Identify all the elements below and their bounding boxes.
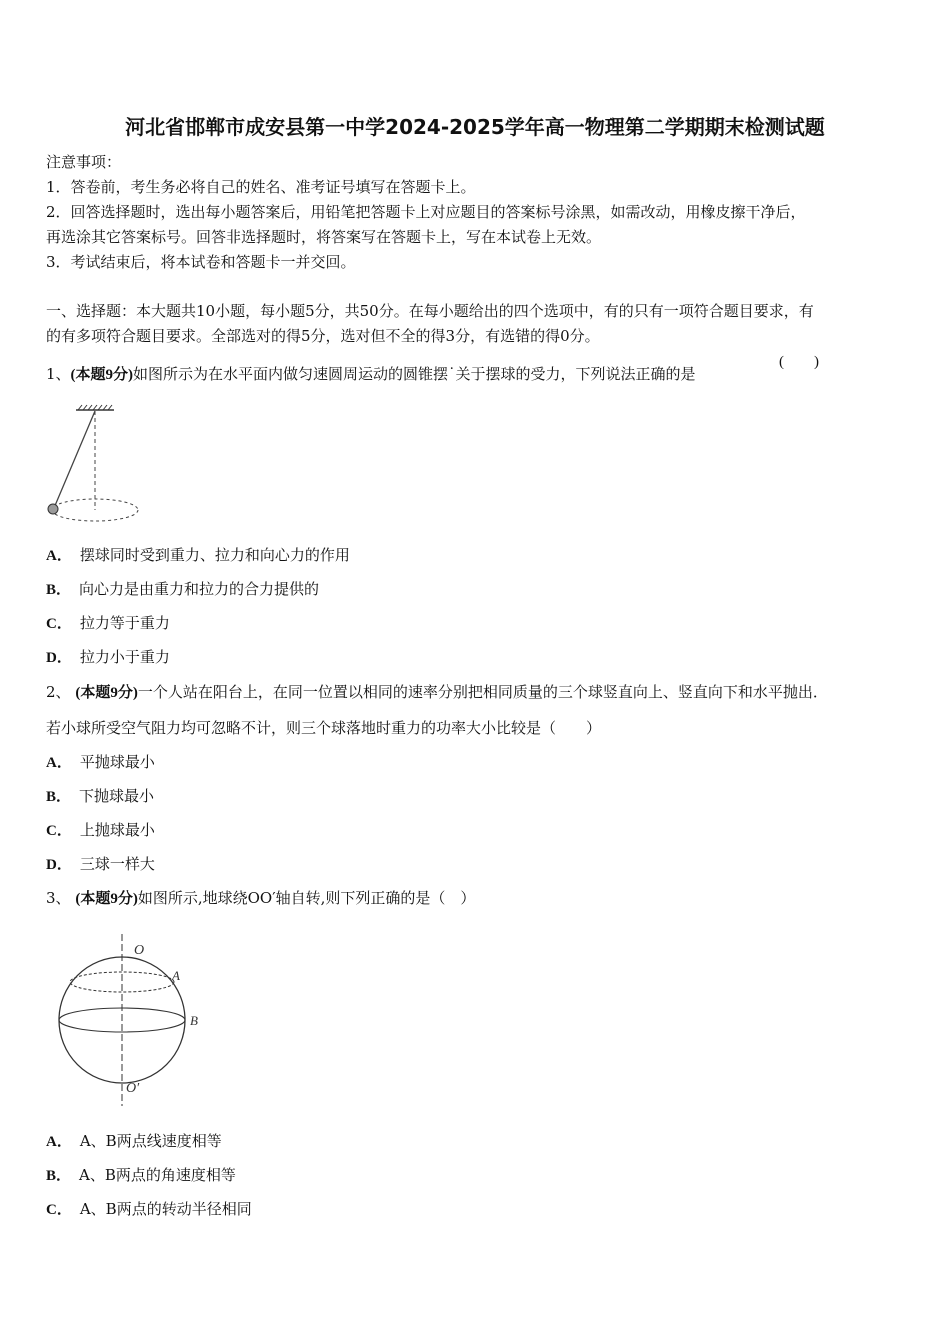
option-text: 拉力等于重力 <box>79 614 170 632</box>
question-number: 3、 <box>46 889 71 907</box>
label-b: B <box>190 1013 198 1028</box>
option-text: 上抛球最小 <box>79 821 155 839</box>
option-letter: A． <box>46 755 72 771</box>
notice-heading: 注意事项： <box>46 153 122 171</box>
question-score: (本题9分) <box>70 367 134 383</box>
label-o: O <box>134 943 145 958</box>
option-letter: A． <box>46 1134 72 1150</box>
notice-item: 3．考试结束后，将本试卷和答题卡一并交回。 <box>46 253 356 271</box>
option-letter: D． <box>46 857 72 873</box>
label-o-prime: O′ <box>126 1081 140 1096</box>
option-text: 平抛球最小 <box>79 753 155 771</box>
label-a: A <box>172 968 180 983</box>
option-b <box>46 786 154 807</box>
option-text: A、B两点线速度相等 <box>79 1132 222 1150</box>
option-letter: A． <box>46 548 72 564</box>
question-score: (本题9分) <box>75 685 138 701</box>
option-letter: C． <box>46 1202 72 1218</box>
option-c <box>46 820 155 841</box>
option-text: 三球一样大 <box>79 855 155 873</box>
question-3-stem <box>46 888 475 909</box>
earth-rotation-figure <box>50 930 220 1110</box>
option-text: 摆球同时受到重力、拉力和向心力的作用 <box>79 546 350 564</box>
option-d <box>46 854 155 875</box>
question-score: (本题9分) <box>75 891 138 907</box>
option-letter: B． <box>46 1168 72 1184</box>
option-text: A、B两点的角速度相等 <box>79 1166 236 1184</box>
section-instructions: 一、选择题：本大题共10小题，每小题5分，共50分。在每小题给出的四个选项中，有的只有一项符合题目要求，有 <box>46 302 814 320</box>
option-a <box>46 752 155 773</box>
option-c <box>46 613 170 634</box>
question-text: 如图所示为在水平面内做匀速圆周运动的圆锥摆˙关于摆球的受力，下列说法正确的是 <box>133 365 696 383</box>
option-a <box>46 545 350 566</box>
option-text: 下抛球最小 <box>79 787 155 805</box>
option-a <box>46 1131 222 1152</box>
pendulum-string <box>54 411 95 508</box>
question-text: 一个人站在阳台上，在同一位置以相同的速率分别把相同质量的三个球竖直向上、竖直向下和水平抛出． <box>137 683 828 701</box>
option-b <box>46 579 319 600</box>
notice-item: 再选涂其它答案标号。回答非选择题时，将答案写在答题卡上，写在本试卷上无效。 <box>46 228 602 246</box>
option-c <box>46 1199 252 1220</box>
option-letter: B． <box>46 789 72 805</box>
option-letter: D． <box>46 650 72 666</box>
option-letter: C． <box>46 823 72 839</box>
notice-item: 1．答卷前，考生务必将自己的姓名、准考证号填写在答题卡上。 <box>46 178 476 196</box>
answer-paren: ( ) <box>779 354 819 370</box>
question-text: 如图所示,地球绕OO′轴自转,则下列正确的是（ ） <box>137 889 476 907</box>
question-number: 2、 <box>46 683 71 701</box>
notice-item: 2．回答选择题时，选出每小题答案后，用铅笔把答题卡上对应题目的答案标号涂黑，如需改动，用橡皮擦干净后， <box>46 203 806 221</box>
option-letter: C． <box>46 616 72 632</box>
option-text: 向心力是由重力和拉力的合力提供的 <box>79 580 320 598</box>
option-d <box>46 647 170 668</box>
section-instructions: 的有多项符合题目要求。全部选对的得5分，选对但不全的得3分，有选错的得0分。 <box>46 327 600 345</box>
question-2-stem-cont: 若小球所受空气阻力均可忽略不计，则三个球落地时重力的功率大小比较是（ ） <box>46 719 602 737</box>
conical-pendulum-figure <box>40 402 150 532</box>
option-letter: B． <box>46 582 72 598</box>
question-1-stem <box>46 364 696 385</box>
option-b <box>46 1165 236 1186</box>
option-text: A、B两点的转动半径相同 <box>79 1200 252 1218</box>
pendulum-bob <box>48 504 58 514</box>
exam-title: 河北省邯郸市成安县第一中学2024-2025学年高一物理第二学期期末检测试题 <box>125 115 825 139</box>
question-2-stem <box>46 682 828 703</box>
option-text: 拉力小于重力 <box>79 648 170 666</box>
question-number: 1、 <box>46 365 71 383</box>
